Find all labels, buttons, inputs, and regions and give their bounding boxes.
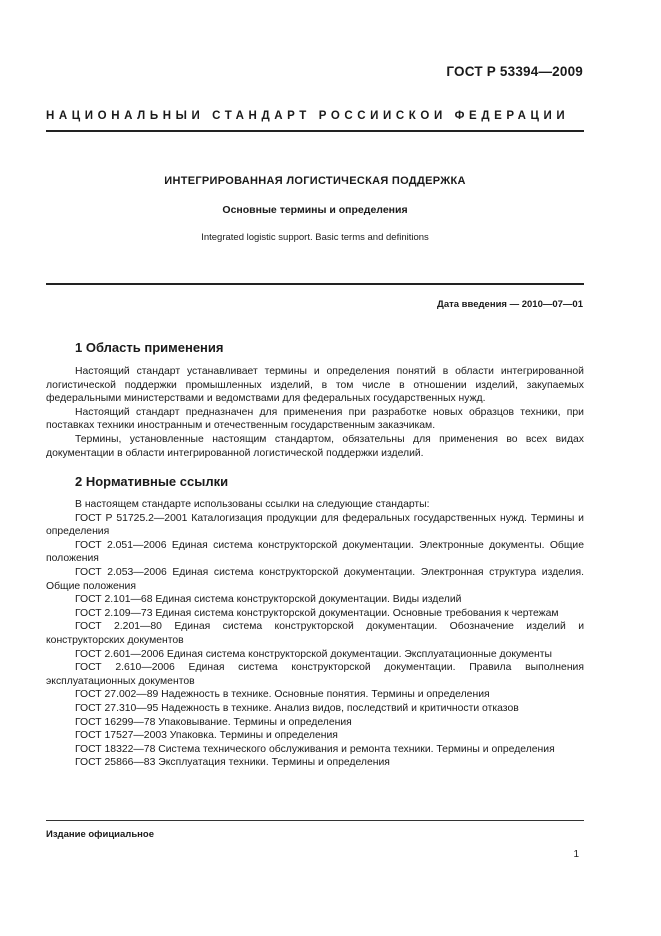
- title-rule: [46, 283, 584, 285]
- reference-item: ГОСТ 25866—83 Эксплуатация техники. Термины и определения: [75, 757, 390, 769]
- reference-item: ГОСТ 2.109—73 Единая система конструкторской документации. Основные требования к чертежам: [75, 607, 559, 619]
- reference-item: ГОСТ 2.051—2006 Единая система конструкторской документации. Электронные документы. Общие положения: [46, 539, 584, 565]
- section-1-heading: 1 Область применения: [75, 340, 224, 355]
- page-number: 1: [573, 849, 579, 860]
- reference-item: ГОСТ 2.610—2006 Единая система конструкторской документации. Правила выполнения эксплуатационных документов: [46, 662, 584, 687]
- header-rule: [46, 130, 584, 132]
- national-standard-banner: НАЦИОНАЛЬНЫЙ СТАНДАРТ РОССИЙСКОЙ ФЕДЕРАЦИИ: [46, 110, 570, 122]
- section-2-body: [46, 498, 584, 770]
- section-1-paragraph: Настоящий стандарт предназначен для применения при разработке новых образцов техники, при поставках техники иностранным и отечественным государственным заказчикам.: [46, 406, 584, 432]
- standard-subtitle: Основные термины и определения: [222, 204, 408, 216]
- section-1-paragraph: Термины, установленные настоящим стандартом, обязательны для применения во всех видах документации в области интегрированной логистической поддержки изделий.: [46, 433, 584, 459]
- reference-item: ГОСТ 16299—78 Упаковывание. Термины и определения: [75, 716, 352, 728]
- reference-item: ГОСТ 17527—2003 Упаковка. Термины и определения: [75, 730, 338, 742]
- reference-item: ГОСТ Р 51725.2—2001 Каталогизация продукции для федеральных государственных нужд. Термины и определения: [46, 512, 584, 538]
- standard-title: ИНТЕГРИРОВАННАЯ ЛОГИСТИЧЕСКАЯ ПОДДЕРЖКА: [164, 175, 466, 187]
- section-2-heading: 2 Нормативные ссылки: [75, 474, 229, 489]
- section-1-paragraph: Настоящий стандарт устанавливает термины и определения понятий в области интегрированной логистической поддержки промышленных изделий, в том числе в отношении изделий, закупаемых федеральными министерствами и ведомствами для федеральных государственных нужд.: [46, 366, 584, 405]
- introduction-date: Дата введения — 2010—07—01: [437, 299, 583, 310]
- section-1-body: [46, 365, 584, 460]
- reference-item: ГОСТ 2.601—2006 Единая система конструкторской документации. Эксплуатационные документы: [75, 648, 553, 660]
- reference-item: ГОСТ 18322—78 Система технического обслуживания и ремонта техники. Термины и определения: [75, 743, 555, 755]
- footer-rule: [46, 820, 584, 821]
- reference-item: ГОСТ 2.053—2006 Единая система конструкторской документации. Электронная структура изделия. Общие положения: [46, 566, 584, 592]
- section-2-intro: В настоящем стандарте использованы ссылки на следующие стандарты:: [75, 499, 430, 510]
- official-edition-label: Издание официальное: [46, 829, 154, 840]
- english-title: Integrated logistic support. Basic terms and definitions: [201, 232, 429, 243]
- document-designation: ГОСТ Р 53394—2009: [446, 64, 583, 79]
- reference-item: ГОСТ 27.310—95 Надежность в технике. Анализ видов, последствий и критичности отказов: [75, 702, 519, 714]
- reference-item: ГОСТ 2.101—68 Единая система конструкторской документации. Виды изделий: [75, 594, 462, 606]
- reference-item: ГОСТ 27.002—89 Надежность в технике. Основные понятия. Термины и определения: [75, 689, 490, 701]
- reference-item: ГОСТ 2.201—80 Единая система конструкторской документации. Обозначение изделий и конструкторских документов: [46, 621, 584, 646]
